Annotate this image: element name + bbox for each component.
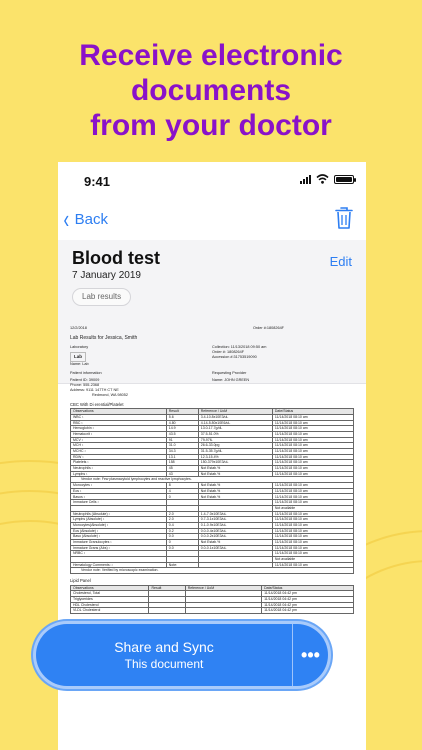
- lipid-title: Lipid Panel: [70, 578, 91, 584]
- table-cell: 26.6-33.0pg: [198, 443, 272, 449]
- table-cell: 11/14/2018 08:10 am: [272, 483, 353, 489]
- table-cell: 43: [166, 471, 198, 477]
- share-sync-label: Share and Sync: [114, 639, 214, 655]
- table-cell: 4: [166, 488, 198, 494]
- table-cell: 11/14/2018 08:10 am: [272, 522, 353, 528]
- table-cell: 0: [166, 539, 198, 545]
- table-cell: 0.0: [166, 545, 198, 551]
- table-cell: 11/14/2018 08:10 am: [272, 466, 353, 472]
- table-cell: Date/Status: [262, 585, 354, 591]
- table-cell: 11/14/2018 04:42 pm: [262, 591, 354, 597]
- table-cell: 0.2: [166, 528, 198, 534]
- lipid-table: [70, 585, 354, 614]
- table-cell: 11/14/2018 08:10 am: [272, 448, 353, 454]
- table-cell: 11/14/2018 08:10 am: [272, 551, 353, 557]
- table-cell: 8: [166, 483, 198, 489]
- record-tag[interactable]: Lab results: [72, 288, 131, 306]
- nav-bar: [58, 198, 366, 240]
- provider-name: Name: JOHN GREEN: [212, 378, 250, 383]
- table-cell: 2.0: [166, 517, 198, 523]
- record-date: 7 January 2019: [72, 270, 141, 281]
- table-cell: NRBC ¹: [71, 551, 167, 557]
- doc-date: 12/2/2018: [70, 326, 87, 330]
- table-cell: Not Estab.%: [198, 466, 272, 472]
- table-cell: Immature Cells ¹: [71, 500, 167, 506]
- table-cell: Note:: [166, 562, 198, 568]
- table-cell: 4.80: [166, 420, 198, 426]
- table-cell: Not Estab.%: [198, 488, 272, 494]
- table-cell: 11/14/2018 08:10 am: [272, 517, 353, 523]
- table-cell: 91: [166, 437, 198, 443]
- table-cell: 11/14/2018 08:10 am: [272, 562, 353, 568]
- table-cell: Hematology Comments: ¹: [71, 562, 167, 568]
- table-cell: 11/14/2018 08:10 am: [272, 471, 353, 477]
- table-cell: 11/14/2018 08:10 am: [272, 500, 353, 506]
- share-sync-sublabel: This document: [124, 657, 204, 671]
- table-cell: 2.0: [166, 511, 198, 517]
- table-cell: 11/14/2018 08:10 am: [272, 528, 353, 534]
- vendor-note: Vendor note: Verified by microscopic examination.: [71, 568, 354, 574]
- promo-line-1: Receive electronic: [79, 39, 343, 72]
- table-cell: VLDL Cholesterol: [71, 608, 149, 614]
- patient-phone: Phone: 555-2368: [70, 382, 100, 387]
- table-cell: HDL Cholesterol: [71, 602, 149, 608]
- back-label: Back: [74, 210, 109, 228]
- table-cell: Hematocrit ¹: [71, 431, 167, 437]
- trash-icon[interactable]: [334, 206, 354, 230]
- table-cell: RBC ¹: [71, 420, 167, 426]
- doc-heading: Lab Results for Jessica, Smith: [70, 334, 138, 341]
- collection: Collection: 11/13/2018 09:50 am: [212, 345, 267, 350]
- patient-info-label: Patient information: [70, 371, 102, 376]
- table-cell: 0.0: [166, 534, 198, 540]
- table-cell: [185, 608, 261, 614]
- table-cell: 11/14/2018 08:10 am: [272, 494, 353, 500]
- table-cell: 0.4: [166, 522, 198, 528]
- table-cell: 0.0-0.2x10E3/uL: [198, 534, 272, 540]
- table-cell: 0.7-3.1x10E3/uL: [198, 517, 272, 523]
- record-title: Blood test: [72, 248, 160, 268]
- chevron-left-icon: ‹: [63, 204, 70, 234]
- table-cell: Result: [149, 585, 185, 591]
- table-cell: Lymphs ¹: [71, 471, 167, 477]
- table-cell: 11/14/2018 08:10 am: [272, 426, 353, 432]
- table-cell: Not Estab.%: [198, 494, 272, 500]
- table-cell: 1.4-7.0x10E3/uL: [198, 511, 272, 517]
- table-cell: Immature Grans (Abs) ¹: [71, 545, 167, 551]
- accession: Accession #:31753519090: [212, 355, 257, 360]
- provider-label: Requesting Provider: [212, 371, 247, 376]
- battery-icon: [334, 175, 354, 184]
- status-icons: [300, 174, 354, 184]
- table-cell: 31.5-35.7g/dL: [198, 448, 272, 454]
- table-cell: 158: [166, 460, 198, 466]
- table-cell: 0.1-0.9x10E3/uL: [198, 522, 272, 528]
- table-cell: 37.5-51.0%: [198, 431, 272, 437]
- table-cell: 11/14/2018 08:10 am: [272, 534, 353, 540]
- edit-button[interactable]: Edit: [329, 254, 352, 269]
- table-cell: Not Estab.%: [198, 471, 272, 477]
- lab-document[interactable]: [70, 326, 354, 614]
- wifi-icon: [316, 174, 329, 184]
- promo-line-3: from your doctor: [90, 109, 332, 142]
- table-cell: 150-379x10E3/uL: [198, 460, 272, 466]
- table-cell: Observations: [71, 585, 149, 591]
- promo-headline: [0, 38, 422, 143]
- table-cell: Neutrophils ¹: [71, 466, 167, 472]
- lab-name: Name: Lab: [70, 362, 89, 367]
- more-options-icon[interactable]: •••: [301, 645, 320, 665]
- order-number: Order #: 1808264F: [212, 350, 245, 355]
- table-cell: 11/14/2018 08:10 am: [272, 414, 353, 420]
- table-cell: Monocytes(Absolute) ¹: [71, 522, 167, 528]
- promo-line-2: documents: [130, 74, 292, 107]
- table-cell: Basos ¹: [71, 494, 167, 500]
- table-cell: MCV ¹: [71, 437, 167, 443]
- patient-address: Address: 9111 147TH CT NE: [70, 387, 119, 392]
- table-cell: 11/14/2018 04:42 pm: [262, 608, 354, 614]
- table-cell: Cholesterol, Total: [71, 591, 149, 597]
- table-cell: 11/14/2018 08:10 am: [272, 420, 353, 426]
- cbc-title: CBC With Di erential/Platelet: [70, 401, 124, 407]
- cbc-table: [70, 408, 354, 574]
- table-cell: 13.0-17.7g/dL: [198, 426, 272, 432]
- table-cell: 11/14/2018 08:10 am: [272, 437, 353, 443]
- share-sync-button: [36, 624, 328, 686]
- table-cell: 45: [166, 466, 198, 472]
- table-cell: Date/Status: [272, 409, 353, 415]
- table-cell: Platelets ¹: [71, 460, 167, 466]
- patient-id: Patient ID: 39009: [70, 378, 100, 383]
- lab-logo: Lab: [70, 352, 86, 362]
- back-button[interactable]: [62, 198, 108, 240]
- table-cell: 43.5: [166, 431, 198, 437]
- table-cell: 11/14/2018 08:10 am: [272, 454, 353, 460]
- table-cell: 11/14/2018 08:10 am: [272, 460, 353, 466]
- signal-icon: [300, 175, 311, 184]
- table-cell: Eos ¹: [71, 488, 167, 494]
- table-cell: 11/14/2018 08:10 am: [272, 488, 353, 494]
- table-cell: 79-97fL: [198, 437, 272, 443]
- table-cell: 3.4-10.8x10E3/uL: [198, 414, 272, 420]
- table-cell: 12.3-15.4%: [198, 454, 272, 460]
- table-cell: Triglycerides: [71, 596, 149, 602]
- table-cell: 14.9: [166, 426, 198, 432]
- table-cell: Immature Granulocytes ¹: [71, 539, 167, 545]
- table-cell: 11/14/2018 08:10 am: [272, 443, 353, 449]
- table-cell: 4.14-5.80x10E6/uL: [198, 420, 272, 426]
- table-cell: Not Estab.%: [198, 483, 272, 489]
- table-cell: 11/14/2018 08:10 am: [272, 511, 353, 517]
- table-cell: Lymphs (Absolute) ¹: [71, 517, 167, 523]
- vendor-note: Vendor note: Few plasmacytoid lymphocytes and reactive lymphocytes.: [71, 477, 354, 483]
- table-cell: WBC ¹: [71, 414, 167, 420]
- table-cell: 11/14/2018 04:42 pm: [262, 596, 354, 602]
- table-cell: Observations: [71, 409, 167, 415]
- table-cell: MCH ¹: [71, 443, 167, 449]
- table-cell: Not available: [272, 557, 353, 563]
- table-cell: 34.3: [166, 448, 198, 454]
- patient-city: Redmond, WA 98052: [92, 392, 128, 397]
- status-bar: [58, 162, 366, 198]
- table-cell: Eos (Absolute) ¹: [71, 528, 167, 534]
- table-cell: 31.0: [166, 443, 198, 449]
- table-cell: Result: [166, 409, 198, 415]
- table-cell: 11/14/2018 04:42 pm: [262, 602, 354, 608]
- laboratory-label: Laboratory: [70, 345, 89, 350]
- table-cell: 11/14/2018 08:10 am: [272, 545, 353, 551]
- status-time: 9:41: [84, 174, 111, 189]
- table-cell: Reference / UoM: [198, 409, 272, 415]
- table-cell: 11/14/2018 08:10 am: [272, 431, 353, 437]
- table-row: [71, 608, 354, 614]
- share-sync-main-button[interactable]: [36, 639, 292, 671]
- table-cell: RDW ¹: [71, 454, 167, 460]
- table-cell: MCHC ¹: [71, 448, 167, 454]
- table-cell: 0.0-0.4x10E3/uL: [198, 528, 272, 534]
- table-cell: 0: [166, 494, 198, 500]
- table-cell: 5.6: [166, 414, 198, 420]
- table-cell: Not Estab.%: [198, 539, 272, 545]
- table-cell: Hemoglobin ¹: [71, 426, 167, 432]
- table-cell: Baso (Absolute) ¹: [71, 534, 167, 540]
- table-cell: Reference / UoM: [185, 585, 261, 591]
- table-cell: [149, 608, 185, 614]
- vendor-note-row: [71, 568, 354, 574]
- table-cell: 11/14/2018 08:10 am: [272, 539, 353, 545]
- table-cell: Not available: [272, 505, 353, 511]
- table-cell: 0.0-0.1x10E3/uL: [198, 545, 272, 551]
- doc-order-ref: Order #:1808264F: [252, 326, 284, 330]
- table-cell: 13.1: [166, 454, 198, 460]
- table-cell: Neutrophils (Absolute) ¹: [71, 511, 167, 517]
- table-cell: Monocytes ¹: [71, 483, 167, 489]
